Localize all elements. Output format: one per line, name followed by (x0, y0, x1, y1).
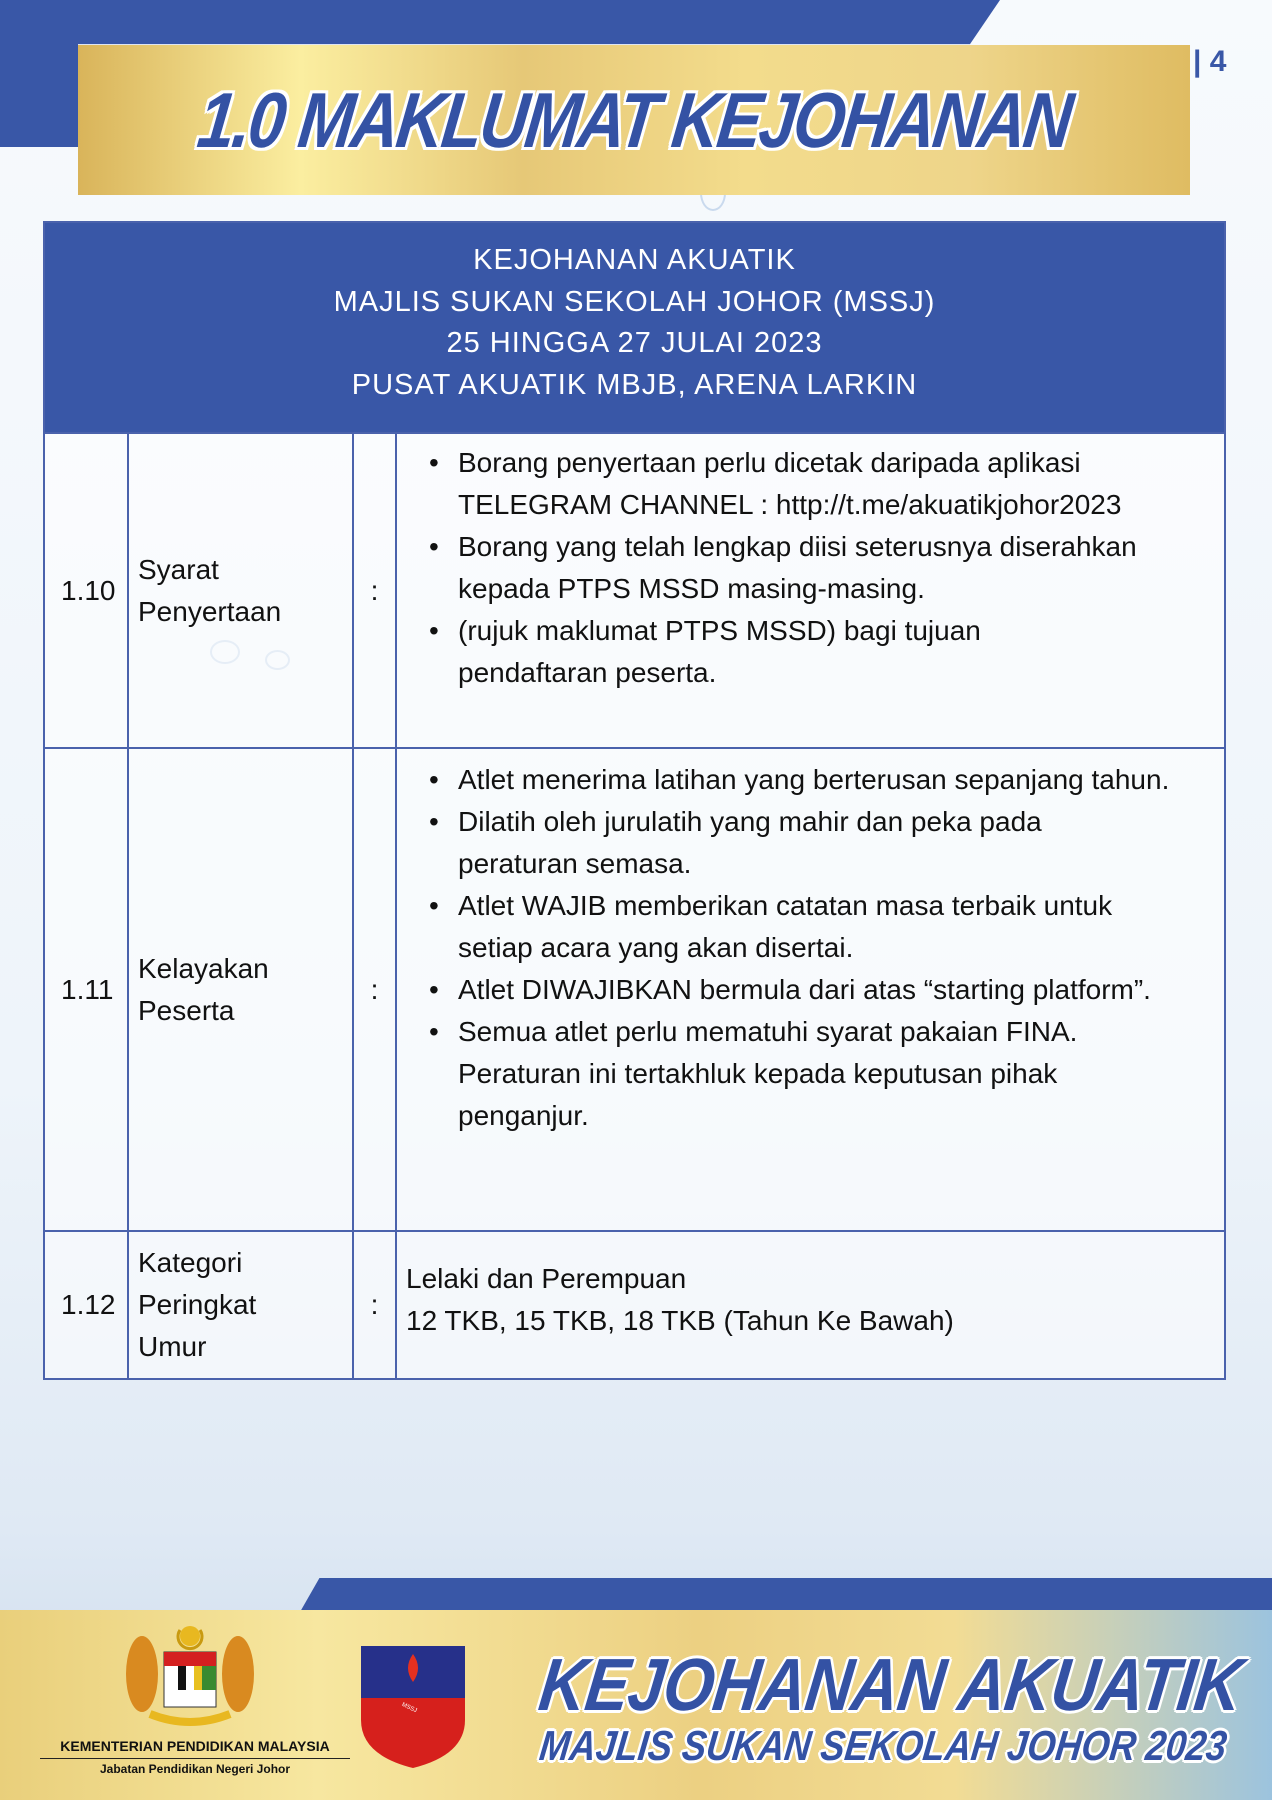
row-number: 1.11 (45, 749, 129, 1230)
list-item: • (rujuk maklumat PTPS MSSD) bagi tujuan pendaftaran peserta. (406, 610, 1212, 694)
logo-text: MSSJ (400, 1702, 418, 1715)
row-content (397, 1232, 1224, 1378)
list-item: • Atlet DIWAJIBKAN bermula dari atas “starting platform”. (406, 969, 1212, 1011)
row-label: Syarat Penyertaan (129, 434, 354, 747)
footer-title: KEJOHANAN AKUATIK (534, 1643, 1247, 1726)
list-item: • Atlet menerima latihan yang berterusan sepanjang tahun. (406, 759, 1212, 801)
row-separator: : (354, 749, 397, 1230)
footer-subtitle: MAJLIS SUKAN SEKOLAH JOHOR 2023 (537, 1722, 1230, 1769)
mssj-shield-logo (357, 1640, 469, 1770)
row-separator: : (354, 434, 397, 747)
row-number: 1.10 (45, 434, 129, 747)
heading-line: 25 HINGGA 27 JULAI 2023 (446, 327, 823, 359)
bottom-blue-band (300, 1578, 1272, 1612)
row-content (397, 434, 1224, 747)
table-row (45, 432, 1224, 747)
heading-line: MAJLIS SUKAN SEKOLAH JOHOR (MSSJ) (333, 285, 936, 318)
list-item: • Atlet WAJIB memberikan catatan masa terbaik untuk setiap acara yang akan disertai. (406, 885, 1212, 969)
heading-line: PUSAT AKUATIK MBJB, ARENA LARKIN (351, 368, 918, 401)
row-content (397, 749, 1224, 1230)
row-number: 1.12 (45, 1232, 129, 1378)
heading-line: KEJOHANAN AKUATIK (473, 244, 796, 276)
table-row (45, 747, 1224, 1230)
table-row (45, 1230, 1224, 1378)
coat-of-arms-logo (120, 1622, 260, 1732)
list-item: • Dilatih oleh jurulatih yang mahir dan peka pada peraturan semasa. (406, 801, 1212, 885)
content-line: Lelaki dan Perempuan (406, 1263, 687, 1294)
row-label: Kategori Peringkat Umur (129, 1232, 354, 1378)
title-banner (78, 45, 1190, 195)
divider (40, 1758, 350, 1759)
ministry-name: KEMENTERIAN PENDIDIKAN MALAYSIA (60, 1738, 330, 1754)
content-line: 12 TKB, 15 TKB, 18 TKB (Tahun Ke Bawah) (406, 1305, 954, 1336)
footer (0, 1610, 1272, 1800)
list-item: • Semua atlet perlu mematuhi syarat pakaian FINA. Peraturan ini tertakhluk kepada keputusan pihak penganjur. (406, 1011, 1212, 1137)
row-label: Kelayakan Peserta (129, 749, 354, 1230)
table-heading (45, 223, 1224, 432)
info-table (43, 221, 1226, 1380)
ministry-block (40, 1738, 350, 1776)
page-number: | 4 (1193, 45, 1227, 78)
list-item: • Borang penyertaan perlu dicetak daripada aplikasi TELEGRAM CHANNEL : http://t.me/akuatikjohor2023 (406, 442, 1212, 526)
page-title: 1.0 MAKLUMAT KEJOHANAN (193, 75, 1075, 164)
top-blue-band-left (0, 0, 78, 147)
department-name: Jabatan Pendidikan Negeri Johor (99, 1762, 291, 1776)
row-separator: : (354, 1232, 397, 1378)
list-item: • Borang yang telah lengkap diisi seterusnya diserahkan kepada PTPS MSSD masing-masing. (406, 526, 1212, 610)
